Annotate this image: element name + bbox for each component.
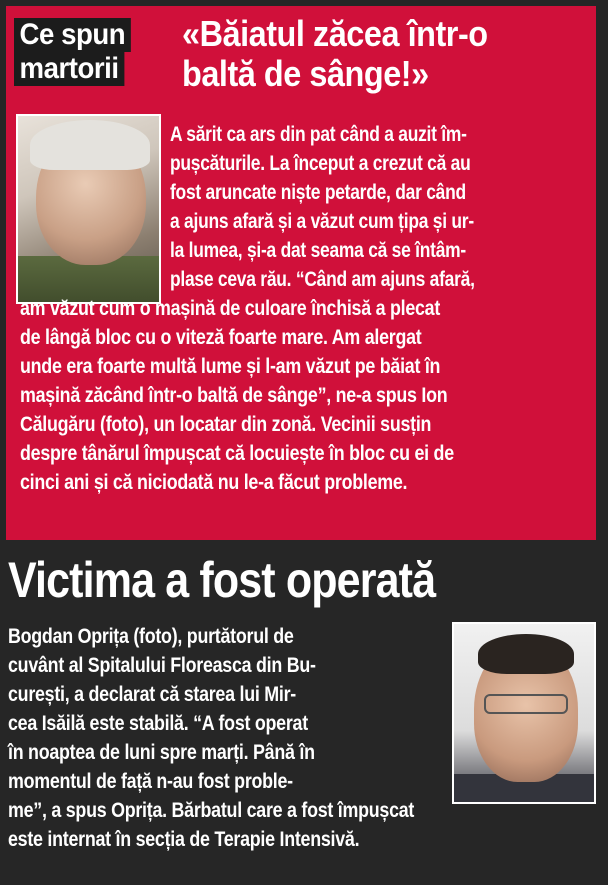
spokesperson-photo <box>452 622 596 804</box>
victim-text-line: cuvânt al Spitalului Floreasca din Bu- <box>8 654 316 677</box>
victim-text-line: în noaptea de luni spre marți. Până în <box>8 741 315 764</box>
witness-text-line: Călugăru (foto), un locatar din zonă. Vecinii susțin <box>20 413 432 436</box>
section-tag-line-2: martorii <box>14 52 124 86</box>
victim-text-full <box>8 796 598 854</box>
witness-photo <box>16 114 161 304</box>
witness-text-column <box>170 120 590 294</box>
witness-headline <box>182 14 592 94</box>
victim-text-line: me”, a spus Oprița. Bărbatul care a fost împușcat <box>8 799 415 822</box>
witness-headline-line-2: baltă de sânge!» <box>182 53 429 94</box>
witness-text-line: despre tânărul împușcat că locuiește în bloc cu ei de <box>20 442 454 465</box>
witness-text-line: cinci ani și că niciodată nu le-a făcut probleme. <box>20 471 408 494</box>
victim-text-column <box>8 622 448 796</box>
witness-headline-line-1: «Băiatul zăcea într-o <box>182 13 488 54</box>
witness-text-line: A sărit ca ars din pat când a auzit îm- <box>170 123 467 146</box>
section-tag <box>14 18 174 86</box>
victim-text-line: curești, a declarat că starea lui Mir- <box>8 683 296 706</box>
witness-text-line: de lângă bloc cu o viteză foarte mare. Am alergat <box>20 326 422 349</box>
witness-text-line: a ajuns afară și a văzut cum țipa și ur- <box>170 210 474 233</box>
witness-text-line: mașină zăcând într-o baltă de sânge”, ne-a spus Ion <box>20 384 448 407</box>
victim-headline: Victima a fost operată <box>8 552 436 608</box>
witness-text-line: unde era foarte multă lume și l-am văzut pe băiat în <box>20 355 441 378</box>
witness-text-line: plase ceva rău. “Când am ajuns afară, <box>170 268 475 291</box>
victim-text-line: momentul de față n-au fost proble- <box>8 770 293 793</box>
witness-text-line: pușcăturile. La început a crezut că au <box>170 152 471 175</box>
victim-text-line: este internat în secția de Terapie Intensivă. <box>8 828 360 851</box>
victim-text-line: Bogdan Oprița (foto), purtătorul de <box>8 625 294 648</box>
witness-text-line: fost aruncate niște petarde, dar când <box>170 181 466 204</box>
witness-text-line: la lumea, și-a dat seama că se întâm- <box>170 239 466 262</box>
witness-panel <box>6 6 596 540</box>
section-tag-line-1: Ce spun <box>14 18 131 52</box>
victim-text-line: cea Isăilă este stabilă. “A fost operat <box>8 712 308 735</box>
witness-text-line: am văzut cum o mașină de culoare închisă a plecat <box>20 297 441 320</box>
witness-text-full <box>20 294 590 497</box>
